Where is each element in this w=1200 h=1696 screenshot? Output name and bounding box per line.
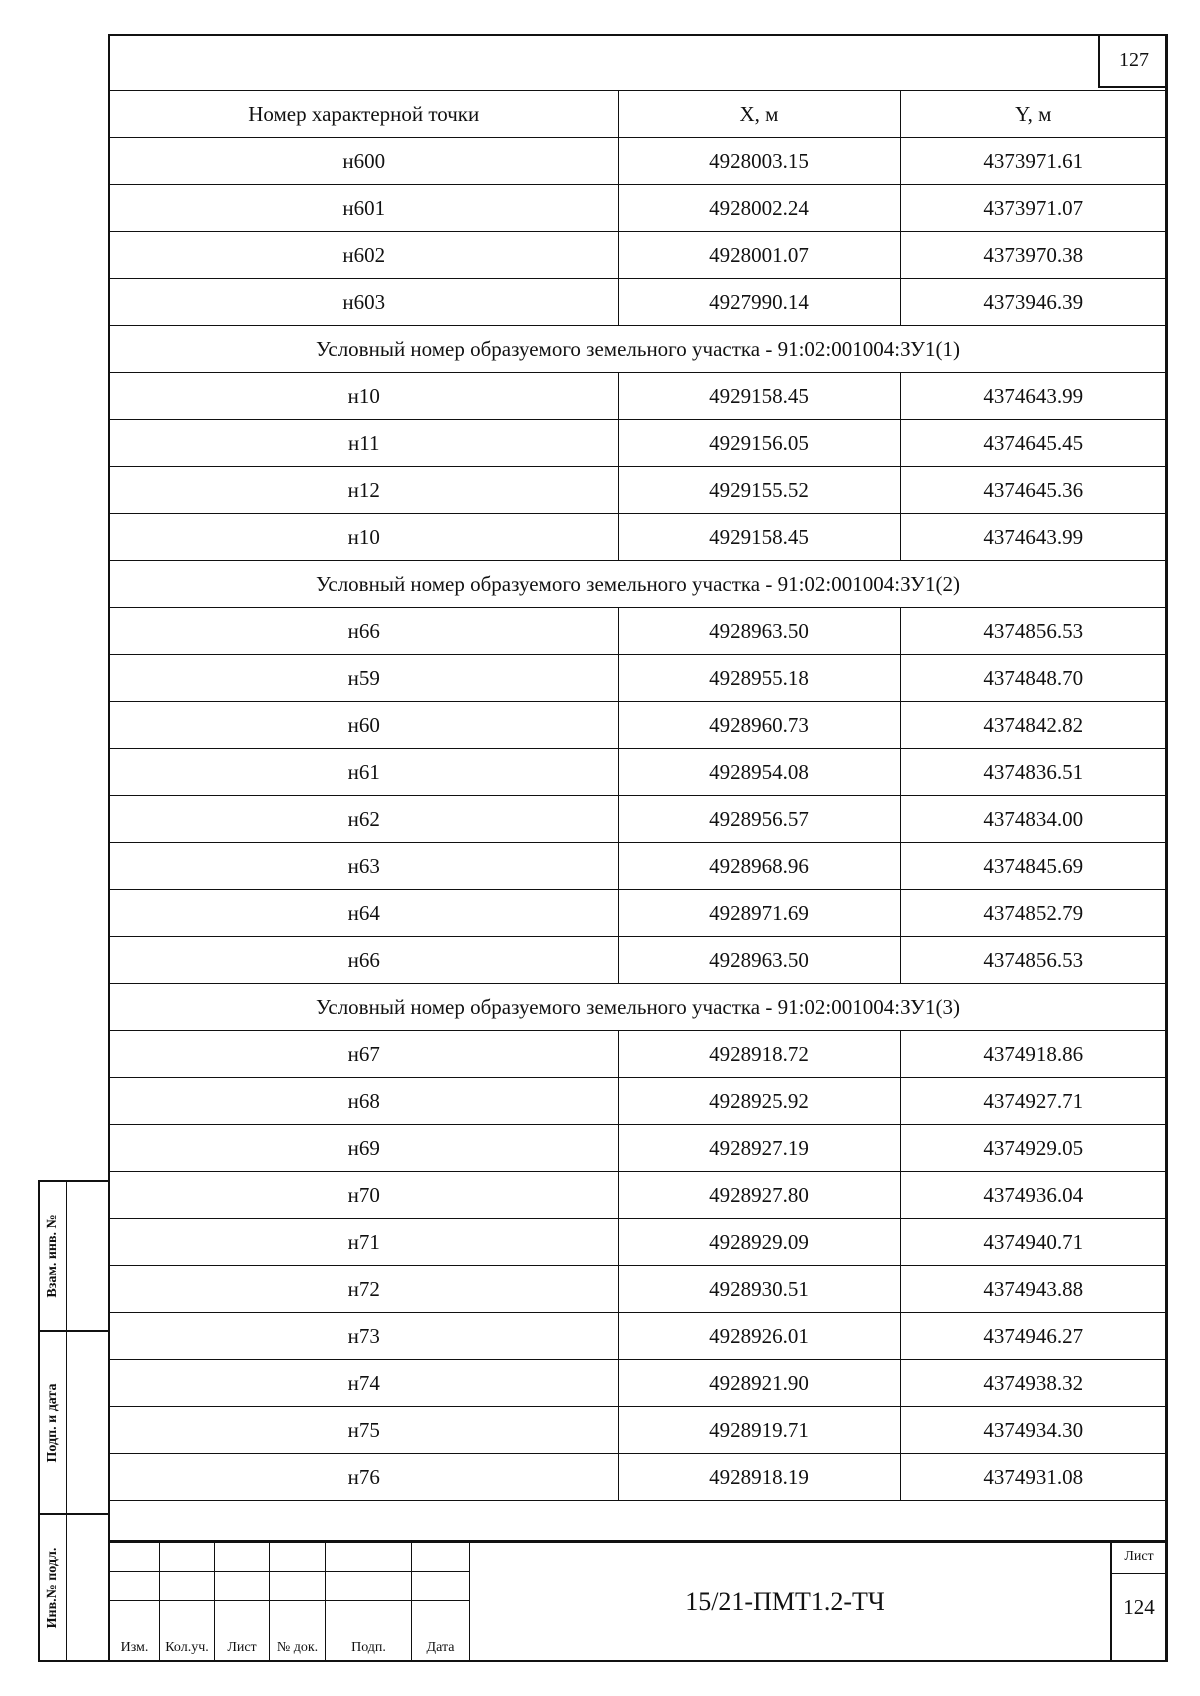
y-cell: 4374936.04 — [900, 1172, 1166, 1219]
point-number-cell: н602 — [110, 232, 618, 279]
point-number-cell: н72 — [110, 1266, 618, 1313]
x-cell: 4929156.05 — [618, 420, 900, 467]
point-number-cell: н66 — [110, 608, 618, 655]
y-cell: 4373971.07 — [900, 185, 1166, 232]
revision-col-label: Кол.уч. — [165, 1640, 209, 1655]
x-cell: 4928002.24 — [618, 185, 900, 232]
x-cell: 4928963.50 — [618, 937, 900, 984]
revision-col-doc-no — [270, 1543, 326, 1660]
point-number-cell: н74 — [110, 1360, 618, 1407]
table-row — [110, 890, 1166, 937]
y-cell: 4374643.99 — [900, 514, 1166, 561]
x-cell: 4928926.01 — [618, 1313, 900, 1360]
table-row — [110, 1172, 1166, 1219]
drawing-frame — [108, 34, 1168, 1662]
y-cell: 4374927.71 — [900, 1078, 1166, 1125]
table-row — [110, 749, 1166, 796]
x-cell: 4929158.45 — [618, 373, 900, 420]
table-header-row — [110, 91, 1166, 138]
table-row — [110, 1454, 1166, 1501]
y-cell: 4374929.05 — [900, 1125, 1166, 1172]
side-label: Подп. и дата — [45, 1383, 60, 1462]
x-cell: 4928963.50 — [618, 608, 900, 655]
point-number-cell: н76 — [110, 1454, 618, 1501]
point-number-cell: н67 — [110, 1031, 618, 1078]
point-number-cell: н63 — [110, 843, 618, 890]
title-block — [110, 1540, 1166, 1660]
table-row — [110, 138, 1166, 185]
point-number-cell: н62 — [110, 796, 618, 843]
header-point-number: Номер характерной точки — [110, 91, 618, 138]
sheet-number: 124 — [1123, 1595, 1155, 1619]
table-row — [110, 1031, 1166, 1078]
x-cell: 4929155.52 — [618, 467, 900, 514]
side-cell-replace-inv — [40, 1182, 108, 1332]
revision-col-kol-uch — [160, 1543, 215, 1660]
y-cell: 4374645.45 — [900, 420, 1166, 467]
side-cell-inv-orig — [40, 1515, 108, 1660]
point-number-cell: н11 — [110, 420, 618, 467]
y-cell: 4374848.70 — [900, 655, 1166, 702]
y-cell: 4374943.88 — [900, 1266, 1166, 1313]
header-x: X, м — [618, 91, 900, 138]
x-cell: 4928921.90 — [618, 1360, 900, 1407]
point-number-cell: н61 — [110, 749, 618, 796]
y-cell: 4373970.38 — [900, 232, 1166, 279]
y-cell: 4374918.86 — [900, 1031, 1166, 1078]
title-block-revision-grid — [110, 1543, 470, 1660]
table-row — [110, 1360, 1166, 1407]
table-row — [110, 373, 1166, 420]
point-number-cell: н70 — [110, 1172, 618, 1219]
x-cell: 4928955.18 — [618, 655, 900, 702]
y-cell: 4374934.30 — [900, 1407, 1166, 1454]
table-row — [110, 232, 1166, 279]
x-cell: 4928930.51 — [618, 1266, 900, 1313]
point-number-cell: н603 — [110, 279, 618, 326]
coordinates-table — [110, 90, 1166, 1501]
point-number-cell: н73 — [110, 1313, 618, 1360]
point-number-cell: н60 — [110, 702, 618, 749]
x-cell: 4928929.09 — [618, 1219, 900, 1266]
point-number-cell: н10 — [110, 514, 618, 561]
table-row — [110, 843, 1166, 890]
x-cell: 4929158.45 — [618, 514, 900, 561]
table-row — [110, 514, 1166, 561]
x-cell: 4928956.57 — [618, 796, 900, 843]
table-row — [110, 279, 1166, 326]
y-cell: 4374836.51 — [900, 749, 1166, 796]
group-label: Условный номер образуемого земельного участка - 91:02:001004:ЗУ1(1) — [110, 326, 1166, 373]
point-number-cell: н68 — [110, 1078, 618, 1125]
y-cell: 4374931.08 — [900, 1454, 1166, 1501]
sheet-label: Лист — [1124, 1549, 1154, 1564]
x-cell: 4928918.72 — [618, 1031, 900, 1078]
table-group-row — [110, 561, 1166, 608]
x-cell: 4928954.08 — [618, 749, 900, 796]
table-row — [110, 1407, 1166, 1454]
revision-col-izm — [110, 1543, 160, 1660]
point-number-cell: н12 — [110, 467, 618, 514]
table-row — [110, 702, 1166, 749]
x-cell: 4928918.19 — [618, 1454, 900, 1501]
table-row — [110, 937, 1166, 984]
x-cell: 4928971.69 — [618, 890, 900, 937]
x-cell: 4928960.73 — [618, 702, 900, 749]
y-cell: 4374845.69 — [900, 843, 1166, 890]
y-cell: 4374643.99 — [900, 373, 1166, 420]
table-row — [110, 1219, 1166, 1266]
table-row — [110, 1266, 1166, 1313]
side-label: Взам. инв. № — [45, 1214, 60, 1298]
revision-col-label: Дата — [426, 1640, 455, 1655]
point-number-cell: н59 — [110, 655, 618, 702]
x-cell: 4927990.14 — [618, 279, 900, 326]
table-row — [110, 655, 1166, 702]
y-cell: 4374834.00 — [900, 796, 1166, 843]
y-cell: 4374856.53 — [900, 608, 1166, 655]
x-cell: 4928968.96 — [618, 843, 900, 890]
point-number-cell: н69 — [110, 1125, 618, 1172]
side-label: Инв.№ подл. — [45, 1547, 60, 1628]
page-number-top: 127 — [1098, 34, 1168, 88]
x-cell: 4928925.92 — [618, 1078, 900, 1125]
side-cell-sign-date — [40, 1332, 108, 1515]
revision-col-date — [412, 1543, 470, 1660]
revision-col-label: № док. — [276, 1640, 319, 1655]
sheet-box — [1110, 1543, 1166, 1660]
table-row — [110, 796, 1166, 843]
x-cell: 4928003.15 — [618, 138, 900, 185]
y-cell: 4374946.27 — [900, 1313, 1166, 1360]
header-y: Y, м — [900, 91, 1166, 138]
point-number-cell: н75 — [110, 1407, 618, 1454]
y-cell: 4374852.79 — [900, 890, 1166, 937]
y-cell: 4373971.61 — [900, 138, 1166, 185]
y-cell: 4374856.53 — [900, 937, 1166, 984]
point-number-cell: н10 — [110, 373, 618, 420]
x-cell: 4928001.07 — [618, 232, 900, 279]
y-cell: 4374645.36 — [900, 467, 1166, 514]
group-label: Условный номер образуемого земельного участка - 91:02:001004:ЗУ1(2) — [110, 561, 1166, 608]
x-cell: 4928919.71 — [618, 1407, 900, 1454]
table-row — [110, 1125, 1166, 1172]
y-cell: 4373946.39 — [900, 279, 1166, 326]
revision-col-label: Подп. — [351, 1640, 386, 1655]
table-row — [110, 185, 1166, 232]
revision-col-label: Изм. — [120, 1640, 149, 1655]
side-stamp-strip — [38, 1180, 108, 1662]
table-row — [110, 1313, 1166, 1360]
y-cell: 4374940.71 — [900, 1219, 1166, 1266]
table-row — [110, 467, 1166, 514]
table-row — [110, 1078, 1166, 1125]
document-code: 15/21-ПМТ1.2-ТЧ — [685, 1586, 885, 1616]
point-number-cell: н64 — [110, 890, 618, 937]
x-cell: 4928927.19 — [618, 1125, 900, 1172]
point-number-cell: н71 — [110, 1219, 618, 1266]
table-group-row — [110, 984, 1166, 1031]
point-number-cell: н600 — [110, 138, 618, 185]
y-cell: 4374842.82 — [900, 702, 1166, 749]
group-label: Условный номер образуемого земельного участка - 91:02:001004:ЗУ1(3) — [110, 984, 1166, 1031]
revision-col-list — [215, 1543, 270, 1660]
x-cell: 4928927.80 — [618, 1172, 900, 1219]
table-row — [110, 420, 1166, 467]
table-group-row — [110, 326, 1166, 373]
revision-col-label: Лист — [227, 1640, 257, 1655]
revision-col-signature — [326, 1543, 412, 1660]
y-cell: 4374938.32 — [900, 1360, 1166, 1407]
point-number-cell: н66 — [110, 937, 618, 984]
point-number-cell: н601 — [110, 185, 618, 232]
table-row — [110, 608, 1166, 655]
